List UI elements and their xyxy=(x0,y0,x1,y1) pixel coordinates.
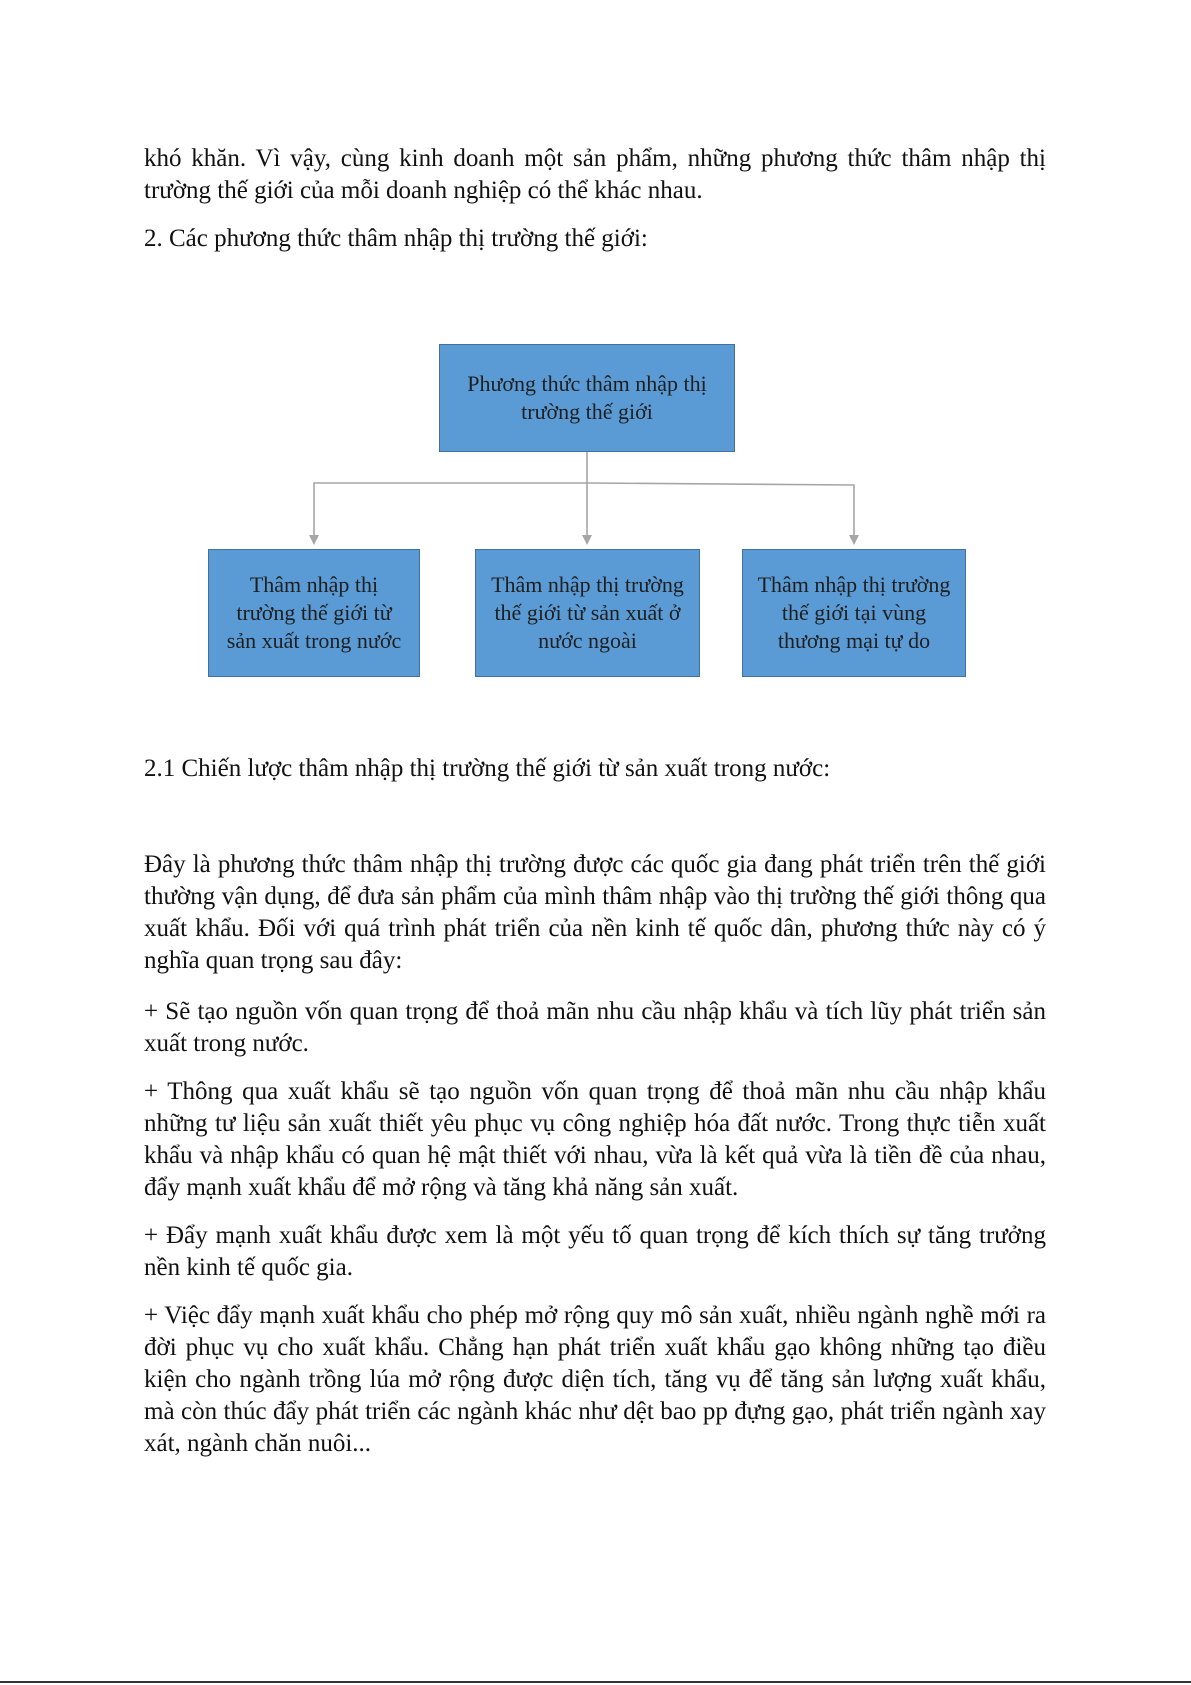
diagram-child-label: Thâm nhập thị trường thế giới từ sản xuất ở nước ngoài xyxy=(491,572,684,653)
section-2-heading: 2. Các phương thức thâm nhập thị trường thế giới: xyxy=(144,225,648,252)
diagram-root-label: Phương thức thâm nhập thị trường thế giới xyxy=(467,371,707,424)
connector-root-right xyxy=(587,483,854,540)
bullet-paragraph-3: + Đẩy mạnh xuất khẩu được xem là một yếu tố quan trọng để kích thích sự tăng trưởng nền kinh tế quốc gia. xyxy=(144,1222,1046,1281)
diagram-root-node xyxy=(439,344,735,452)
bullet-paragraph-1: + Sẽ tạo nguồn vốn quan trọng để thoả mãn nhu cầu nhập khẩu và tích lũy phát triển sản xuất trong nước. xyxy=(144,998,1046,1057)
diagram-child-foreign-production xyxy=(475,549,700,677)
page-bottom-rule xyxy=(0,1681,1191,1683)
intro-paragraph: khó khăn. Vì vậy, cùng kinh doanh một sản phẩm, những phương thức thâm nhập thị trường thế giới của mỗi doanh nghiệp có thể khác nhau. xyxy=(144,145,1046,204)
diagram-child-free-trade-zone xyxy=(742,549,966,677)
diagram-child-label: Thâm nhập thị trường thế giới tại vùng thương mại tự do xyxy=(757,572,951,653)
diagram-child-label: Thâm nhập thị trường thế giới từ sản xuất trong nước xyxy=(226,572,402,653)
section-2-1-heading: 2.1 Chiến lược thâm nhập thị trường thế giới từ sản xuất trong nước: xyxy=(144,755,831,782)
bullet-paragraph-2: + Thông qua xuất khẩu sẽ tạo nguồn vốn quan trọng để thoả mãn nhu cầu nhập khẩu những tư liệu sản xuất thiết yêu phục vụ công nghiệp hóa đất nước. Trong thực tiễn xuất khẩu và nhập khẩu có quan hệ mật thiết với nhau, vừa là kết quả vừa là tiền đề của nhau, đẩy mạnh xuất khẩu để mở rộng và tăng khả năng sản xuất. xyxy=(144,1078,1046,1201)
bullet-paragraph-4: + Việc đẩy mạnh xuất khẩu cho phép mở rộng quy mô sản xuất, nhiều ngành nghề mới ra đời phục vụ cho xuất khẩu. Chẳng hạn phát triển xuất khẩu gạo không những tạo điều kiện cho ngành trồng lúa mở rộng được diện tích, tăng vụ để tăng sản lượng xuất khẩu, mà còn thúc đẩy phát triển các ngành khác như dệt bao pp đựng gạo, phát triển ngành xay xát, ngành chăn nuôi... xyxy=(144,1302,1046,1457)
body-paragraph: Đây là phương thức thâm nhập thị trường được các quốc gia đang phát triển trên thế giới thường vận dụng, để đưa sản phẩm của mình thâm nhập vào thị trường thế giới thông qua xuất khẩu. Đối với quá trình phát triển của nền kinh tế quốc dân, phương thức này có ý nghĩa quan trọng sau đây: xyxy=(144,851,1046,974)
diagram-child-domestic-production xyxy=(208,549,420,677)
connector-root-left xyxy=(314,483,587,540)
